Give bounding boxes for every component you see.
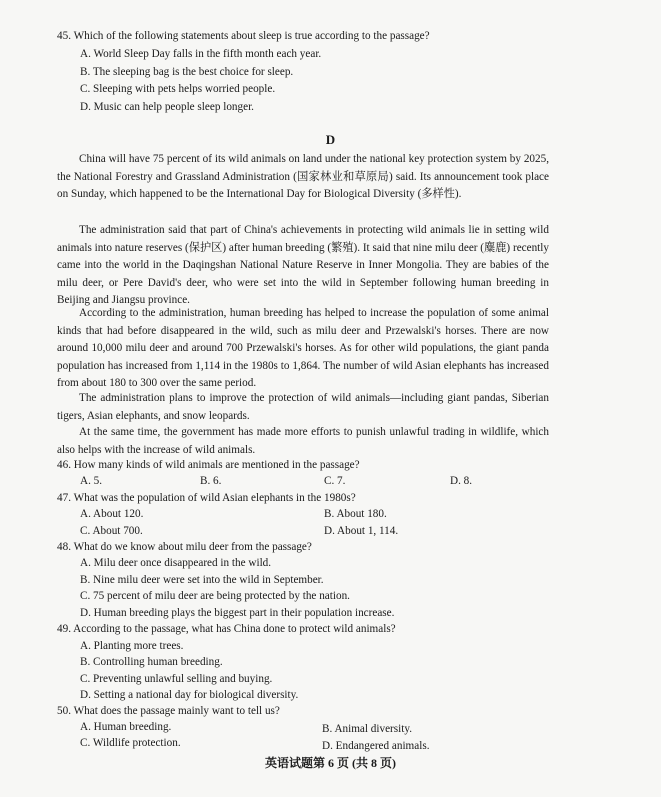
question-50-option-d: D. Endangered animals. — [322, 740, 430, 752]
passage-paragraph-5: At the same time, the government has made more efforts to punish unlawful trading in wildlife, which also helps with the increase of wild animals. — [57, 426, 549, 456]
question-50-option-a: A. Human breeding. — [80, 721, 172, 733]
question-47-option-b: B. About 180. — [324, 508, 387, 520]
question-46-option-c: C. 7. — [324, 475, 346, 487]
question-46-stem: 46. How many kinds of wild animals are mentioned in the passage? — [57, 459, 360, 471]
question-49-option-d: D. Setting a national day for biological diversity. — [80, 689, 299, 701]
question-49-option-a: A. Planting more trees. — [80, 640, 184, 652]
question-47-option-a: A. About 120. — [80, 508, 144, 520]
page-footer: 英语试题第 6 页 (共 8 页) — [265, 756, 396, 770]
question-48-option-a: A. Milu deer once disappeared in the wild. — [80, 557, 272, 569]
question-45-option-b: B. The sleeping bag is the best choice for sleep. — [80, 66, 294, 78]
question-46-option-a: A. 5. — [80, 475, 103, 487]
question-50-option-c: C. Wildlife protection. — [80, 737, 181, 749]
question-48-option-b: B. Nine milu deer were set into the wild in September. — [80, 574, 324, 586]
question-45-option-a: A. World Sleep Day falls in the fifth month each year. — [80, 48, 322, 60]
question-48-option-d: D. Human breeding plays the biggest part in their population increase. — [80, 607, 395, 619]
section-title: D — [325, 132, 336, 147]
question-49-option-b: B. Controlling human breeding. — [80, 656, 223, 668]
passage-paragraph-3: According to the administration, human breeding has helped to increase the population of some animal kinds that had before disappeared in the wild, such as milu deer and Przewalski's horses. There are now around 10,000 milu deer and around 700 Przewalski's horses. As for other wild populations, the giant panda population has increased from 1,114 in the 1980s to 1,864. The number of wild Asian elephants has increased from about 180 to 300 over the same period. — [57, 307, 549, 390]
question-49-stem: 49. According to the passage, what has China done to protect wild animals? — [57, 623, 396, 635]
question-49-option-c: C. Preventing unlawful selling and buying. — [80, 673, 273, 685]
question-48-stem: 48. What do we know about milu deer from the passage? — [57, 541, 312, 553]
question-47-option-d: D. About 1, 114. — [324, 525, 399, 537]
question-45-option-c: C. Sleeping with pets helps worried people. — [80, 83, 276, 95]
question-48-option-c: C. 75 percent of milu deer are being protected by the nation. — [80, 590, 350, 602]
passage-paragraph-1: China will have 75 percent of its wild animals on land under the national key protection system by 2025, the National Forestry and Grassland Administration (国家林业和草原局) said. Its announcement took place on Sunday, which happened to be the International Day for Biological Diversity (多样性). — [57, 153, 549, 201]
question-50-stem: 50. What does the passage mainly want to tell us? — [57, 705, 280, 717]
question-46-option-d: D. 8. — [450, 475, 473, 487]
question-47-option-c: C. About 700. — [80, 525, 143, 537]
passage-paragraph-4: The administration plans to improve the protection of wild animals—including giant pandas, Siberian tigers, Asian elephants, and snow leopards. — [57, 392, 549, 422]
question-45-stem: 45. Which of the following statements about sleep is true according to the passage? — [57, 30, 430, 42]
question-45-option-d: D. Music can help people sleep longer. — [80, 101, 254, 113]
question-47-stem: 47. What was the population of wild Asian elephants in the 1980s? — [57, 492, 356, 504]
passage-paragraph-2: The administration said that part of China's achievements in protecting wild animals lie in setting wild animals into nature reserves (保护区) after human breeding (繁殖). It said that nine milu deer (麋鹿) recently came into the world in the Daqingshan National Nature Reserve in Inner Mongolia. They are babies of the milu deer, or Pere David's deer, who were set into the wild in September following human breeding in Beijing and Jiangsu province. — [57, 224, 549, 307]
question-46-option-b: B. 6. — [200, 475, 222, 487]
question-50-option-b: B. Animal diversity. — [322, 723, 413, 735]
